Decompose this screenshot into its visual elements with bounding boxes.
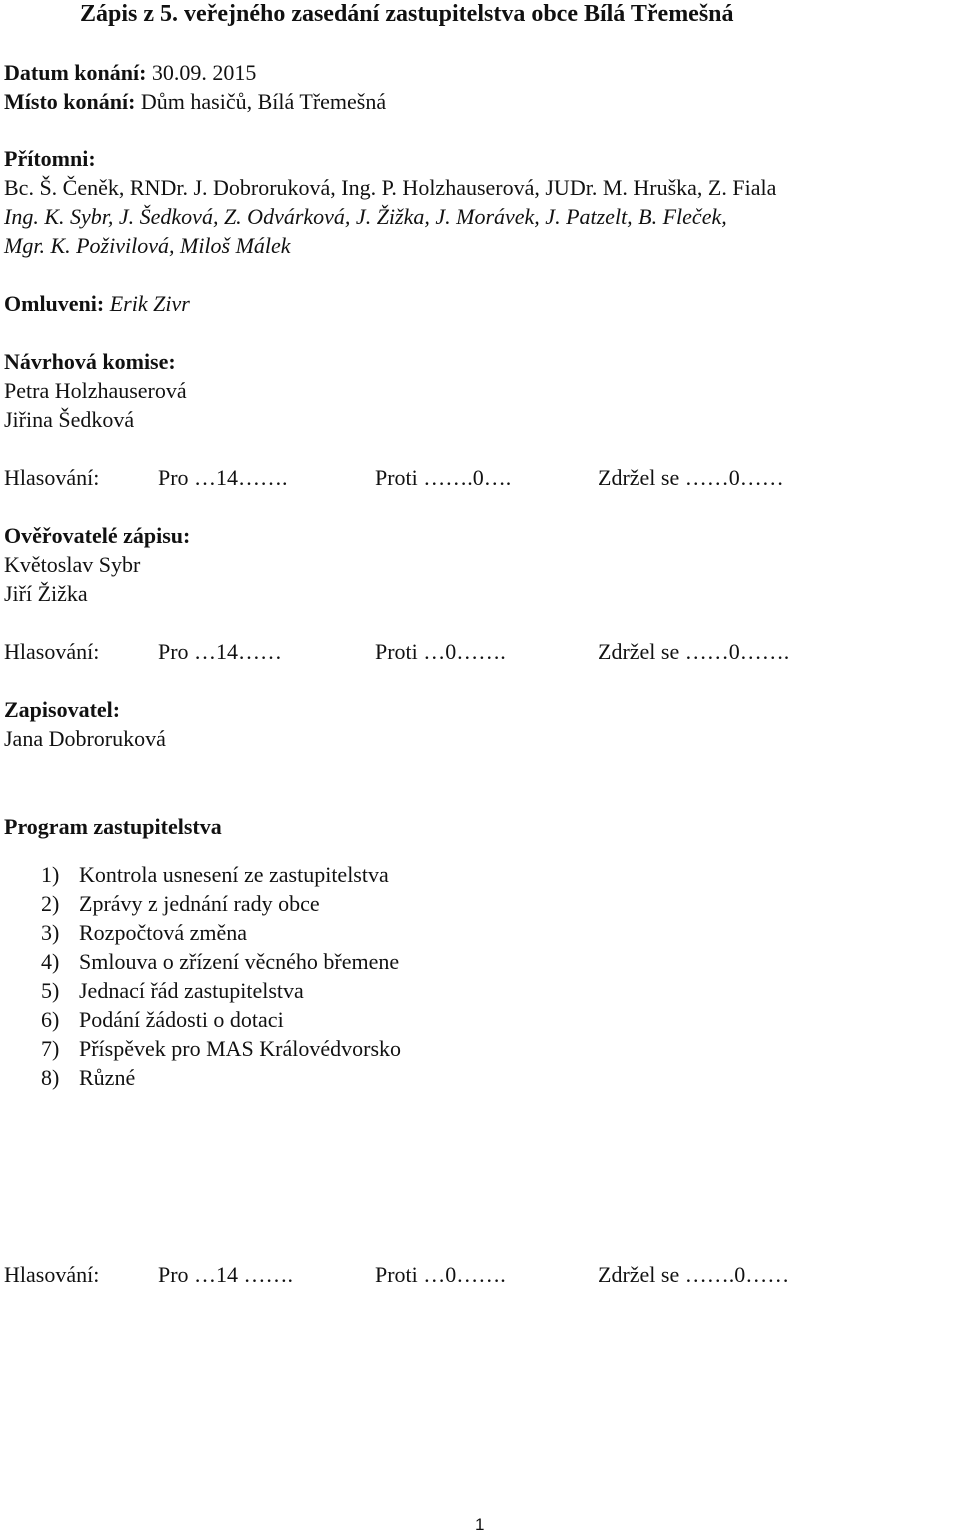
date-value: 30.09. 2015 — [146, 60, 257, 85]
verifier-member: Jiří Žižka — [4, 581, 88, 606]
present-label: Přítomni: — [4, 146, 96, 171]
present-line-3: Mgr. K. Poživilová, Miloš Málek — [4, 233, 291, 258]
program-item-number: 7) — [41, 1036, 60, 1061]
program-item-text: Zprávy z jednání rady obce — [79, 891, 320, 916]
program-item-text: Kontrola usnesení ze zastupitelstva — [79, 862, 389, 887]
vote-proti: Proti …0……. — [375, 1262, 506, 1287]
meeting-place — [4, 91, 386, 113]
excused-value: Erik Zivr — [104, 291, 190, 316]
meeting-date — [4, 62, 256, 84]
proposal-committee-member: Petra Holzhauserová — [4, 378, 187, 403]
vote-pro: Pro …14……. — [158, 465, 288, 490]
program-item-text: Rozpočtová změna — [79, 920, 247, 945]
present-line-1: Bc. Š. Čeněk, RNDr. J. Dobroruková, Ing. P. Holzhauserová, JUDr. M. Hruška, Z. Fiala — [4, 175, 777, 200]
excused — [4, 293, 190, 315]
excused-label: Omluveni: — [4, 291, 105, 316]
place-value: Dům hasičů, Bílá Třemešná — [135, 89, 387, 114]
document-title: Zápis z 5. veřejného zasedání zastupitelstva obce Bílá Třemešná — [80, 1, 734, 27]
program-item-number: 8) — [41, 1065, 60, 1090]
place-label: Místo konání: — [4, 89, 136, 114]
program-item-number: 6) — [41, 1007, 60, 1032]
program-heading: Program zastupitelstva — [4, 814, 222, 839]
program-item-number: 4) — [41, 949, 60, 974]
vote-label: Hlasování: — [4, 1262, 100, 1287]
vote-zdrzel: Zdržel se …….0…… — [598, 1262, 790, 1287]
recorder-label: Zapisovatel: — [4, 697, 121, 722]
recorder-name: Jana Dobroruková — [4, 726, 166, 751]
vote-zdrzel: Zdržel se ……0…… — [598, 465, 784, 490]
date-label: Datum konání: — [4, 60, 147, 85]
verifiers-label: Ověřovatelé zápisu: — [4, 523, 191, 548]
program-item-number: 3) — [41, 920, 60, 945]
vote-zdrzel: Zdržel se ……0……. — [598, 639, 790, 664]
vote-pro: Pro …14 ……. — [158, 1262, 294, 1287]
vote-proti: Proti …….0…. — [375, 465, 512, 490]
program-item-text: Podání žádosti o dotaci — [79, 1007, 284, 1032]
vote-label: Hlasování: — [4, 639, 100, 664]
program-item-number: 2) — [41, 891, 60, 916]
proposal-committee-label: Návrhová komise: — [4, 349, 176, 374]
program-item-number: 1) — [41, 862, 60, 887]
vote-label: Hlasování: — [4, 465, 100, 490]
program-item-number: 5) — [41, 978, 60, 1003]
proposal-committee-member: Jiřina Šedková — [4, 407, 135, 432]
program-item-text: Příspěvek pro MAS Královédvorsko — [79, 1036, 402, 1061]
vote-proti: Proti …0……. — [375, 639, 506, 664]
page-number: 1 — [475, 1515, 485, 1534]
program-item-text: Smlouva o zřízení věcného břemene — [79, 949, 400, 974]
present-line-2: Ing. K. Sybr, J. Šedková, Z. Odvárková, J. Žižka, J. Morávek, J. Patzelt, B. Fleček, — [4, 204, 727, 229]
program-item-text: Jednací řád zastupitelstva — [79, 978, 304, 1003]
program-item-text: Různé — [79, 1065, 136, 1090]
verifier-member: Květoslav Sybr — [4, 552, 141, 577]
vote-pro: Pro …14…… — [158, 639, 283, 664]
